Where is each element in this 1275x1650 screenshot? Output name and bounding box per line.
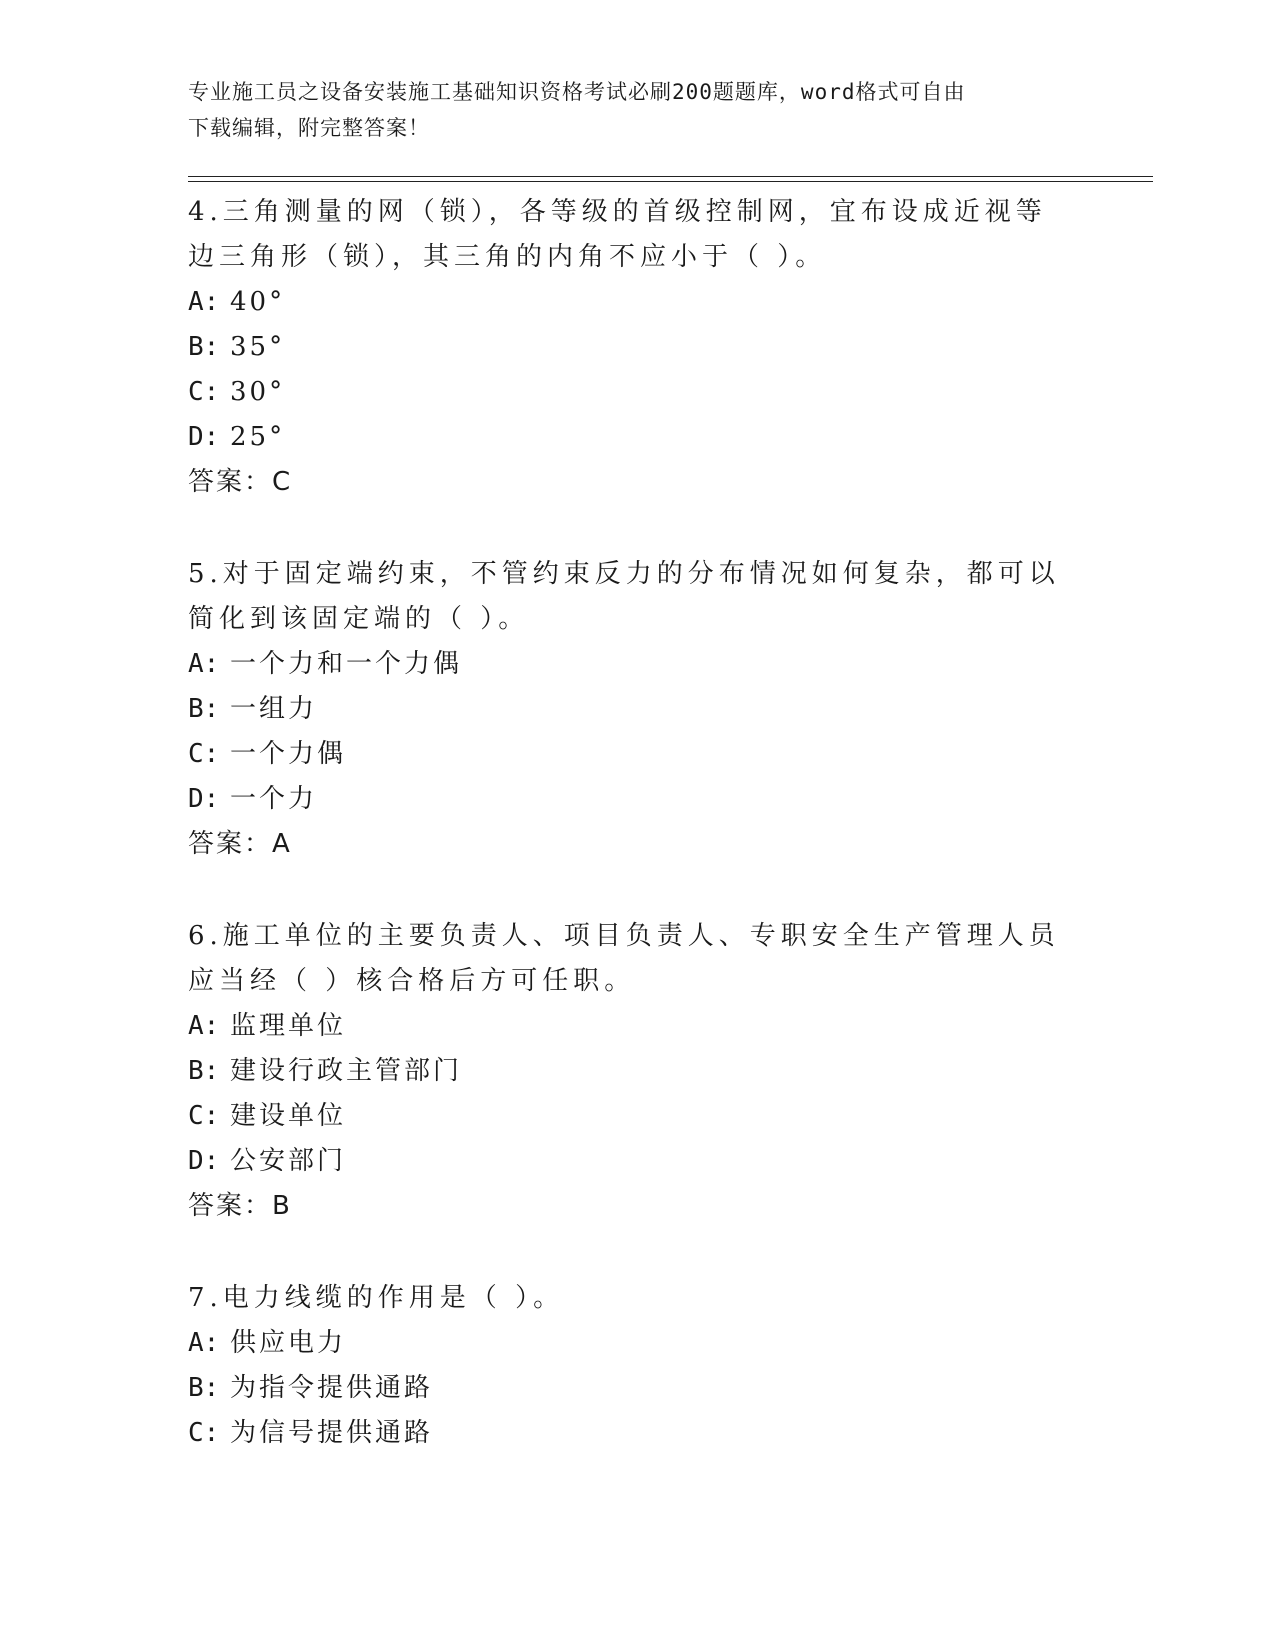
question-7 [188,1276,1068,1456]
answer-line: 答案：B [188,1191,292,1221]
option-text: 一个力偶 [230,739,347,769]
option-text: 建设行政主管部门 [230,1056,463,1086]
option-letter: A: [188,1328,220,1358]
option-a [188,1004,1068,1049]
option-letter: D: [188,1146,220,1176]
header-divider-top [188,176,1153,177]
option-text: 35° [230,332,286,362]
option-letter: A: [188,287,220,317]
option-letter: B: [188,332,220,362]
option-a [188,1321,1068,1366]
option-d [188,777,1068,822]
header-line-2: 下载编辑，附完整答案！ [188,116,430,140]
option-b [188,325,1068,370]
option-text: 为指令提供通路 [230,1373,434,1403]
question-5 [188,552,1068,867]
option-letter: B: [188,1056,220,1086]
option-text: 40° [230,287,286,317]
question-stem: 6.施工单位的主要负责人、项目负责人、专职安全生产管理人员应当经（ ）核合格后方可任职。 [188,921,1060,996]
option-c [188,370,1068,415]
header-line-1: 专业施工员之设备安装施工基础知识资格考试必刷200题题库，word格式可自由 [188,80,966,104]
option-letter: B: [188,694,220,724]
option-b [188,1049,1068,1094]
question-list [188,190,1068,1503]
option-text: 一个力 [230,784,318,814]
option-text: 公安部门 [230,1146,347,1176]
option-text: 供应电力 [230,1328,347,1358]
option-text: 建设单位 [230,1101,347,1131]
header-divider-bottom [188,181,1153,182]
option-d [188,415,1068,460]
option-text: 一组力 [230,694,318,724]
option-b [188,1366,1068,1411]
option-a [188,642,1068,687]
option-text: 一个力和一个力偶 [230,649,463,679]
option-letter: A: [188,649,220,679]
option-b [188,687,1068,732]
option-c [188,732,1068,777]
answer-line: 答案：C [188,467,293,497]
option-letter: C: [188,1418,220,1448]
answer-line: 答案：A [188,829,292,859]
option-text: 为信号提供通路 [230,1418,434,1448]
question-6 [188,914,1068,1229]
option-letter: C: [188,739,220,769]
question-stem: 5.对于固定端约束，不管约束反力的分布情况如何复杂，都可以简化到该固定端的（ ）。 [188,559,1060,634]
question-stem: 4.三角测量的网（锁），各等级的首级控制网，宜布设成近视等边三角形（锁），其三角的内角不应小于（ ）。 [188,197,1047,272]
option-text: 25° [230,422,286,452]
option-c [188,1094,1068,1139]
option-text: 监理单位 [230,1011,347,1041]
option-d [188,1139,1068,1184]
option-letter: B: [188,1373,220,1403]
option-letter: C: [188,1101,220,1131]
question-4 [188,190,1068,505]
option-letter: C: [188,377,220,407]
option-letter: D: [188,784,220,814]
question-stem: 7.电力线缆的作用是（ ）。 [188,1283,565,1313]
document-header [188,74,1058,146]
option-a [188,280,1068,325]
option-c [188,1411,1068,1456]
option-text: 30° [230,377,286,407]
option-letter: D: [188,422,220,452]
option-letter: A: [188,1011,220,1041]
